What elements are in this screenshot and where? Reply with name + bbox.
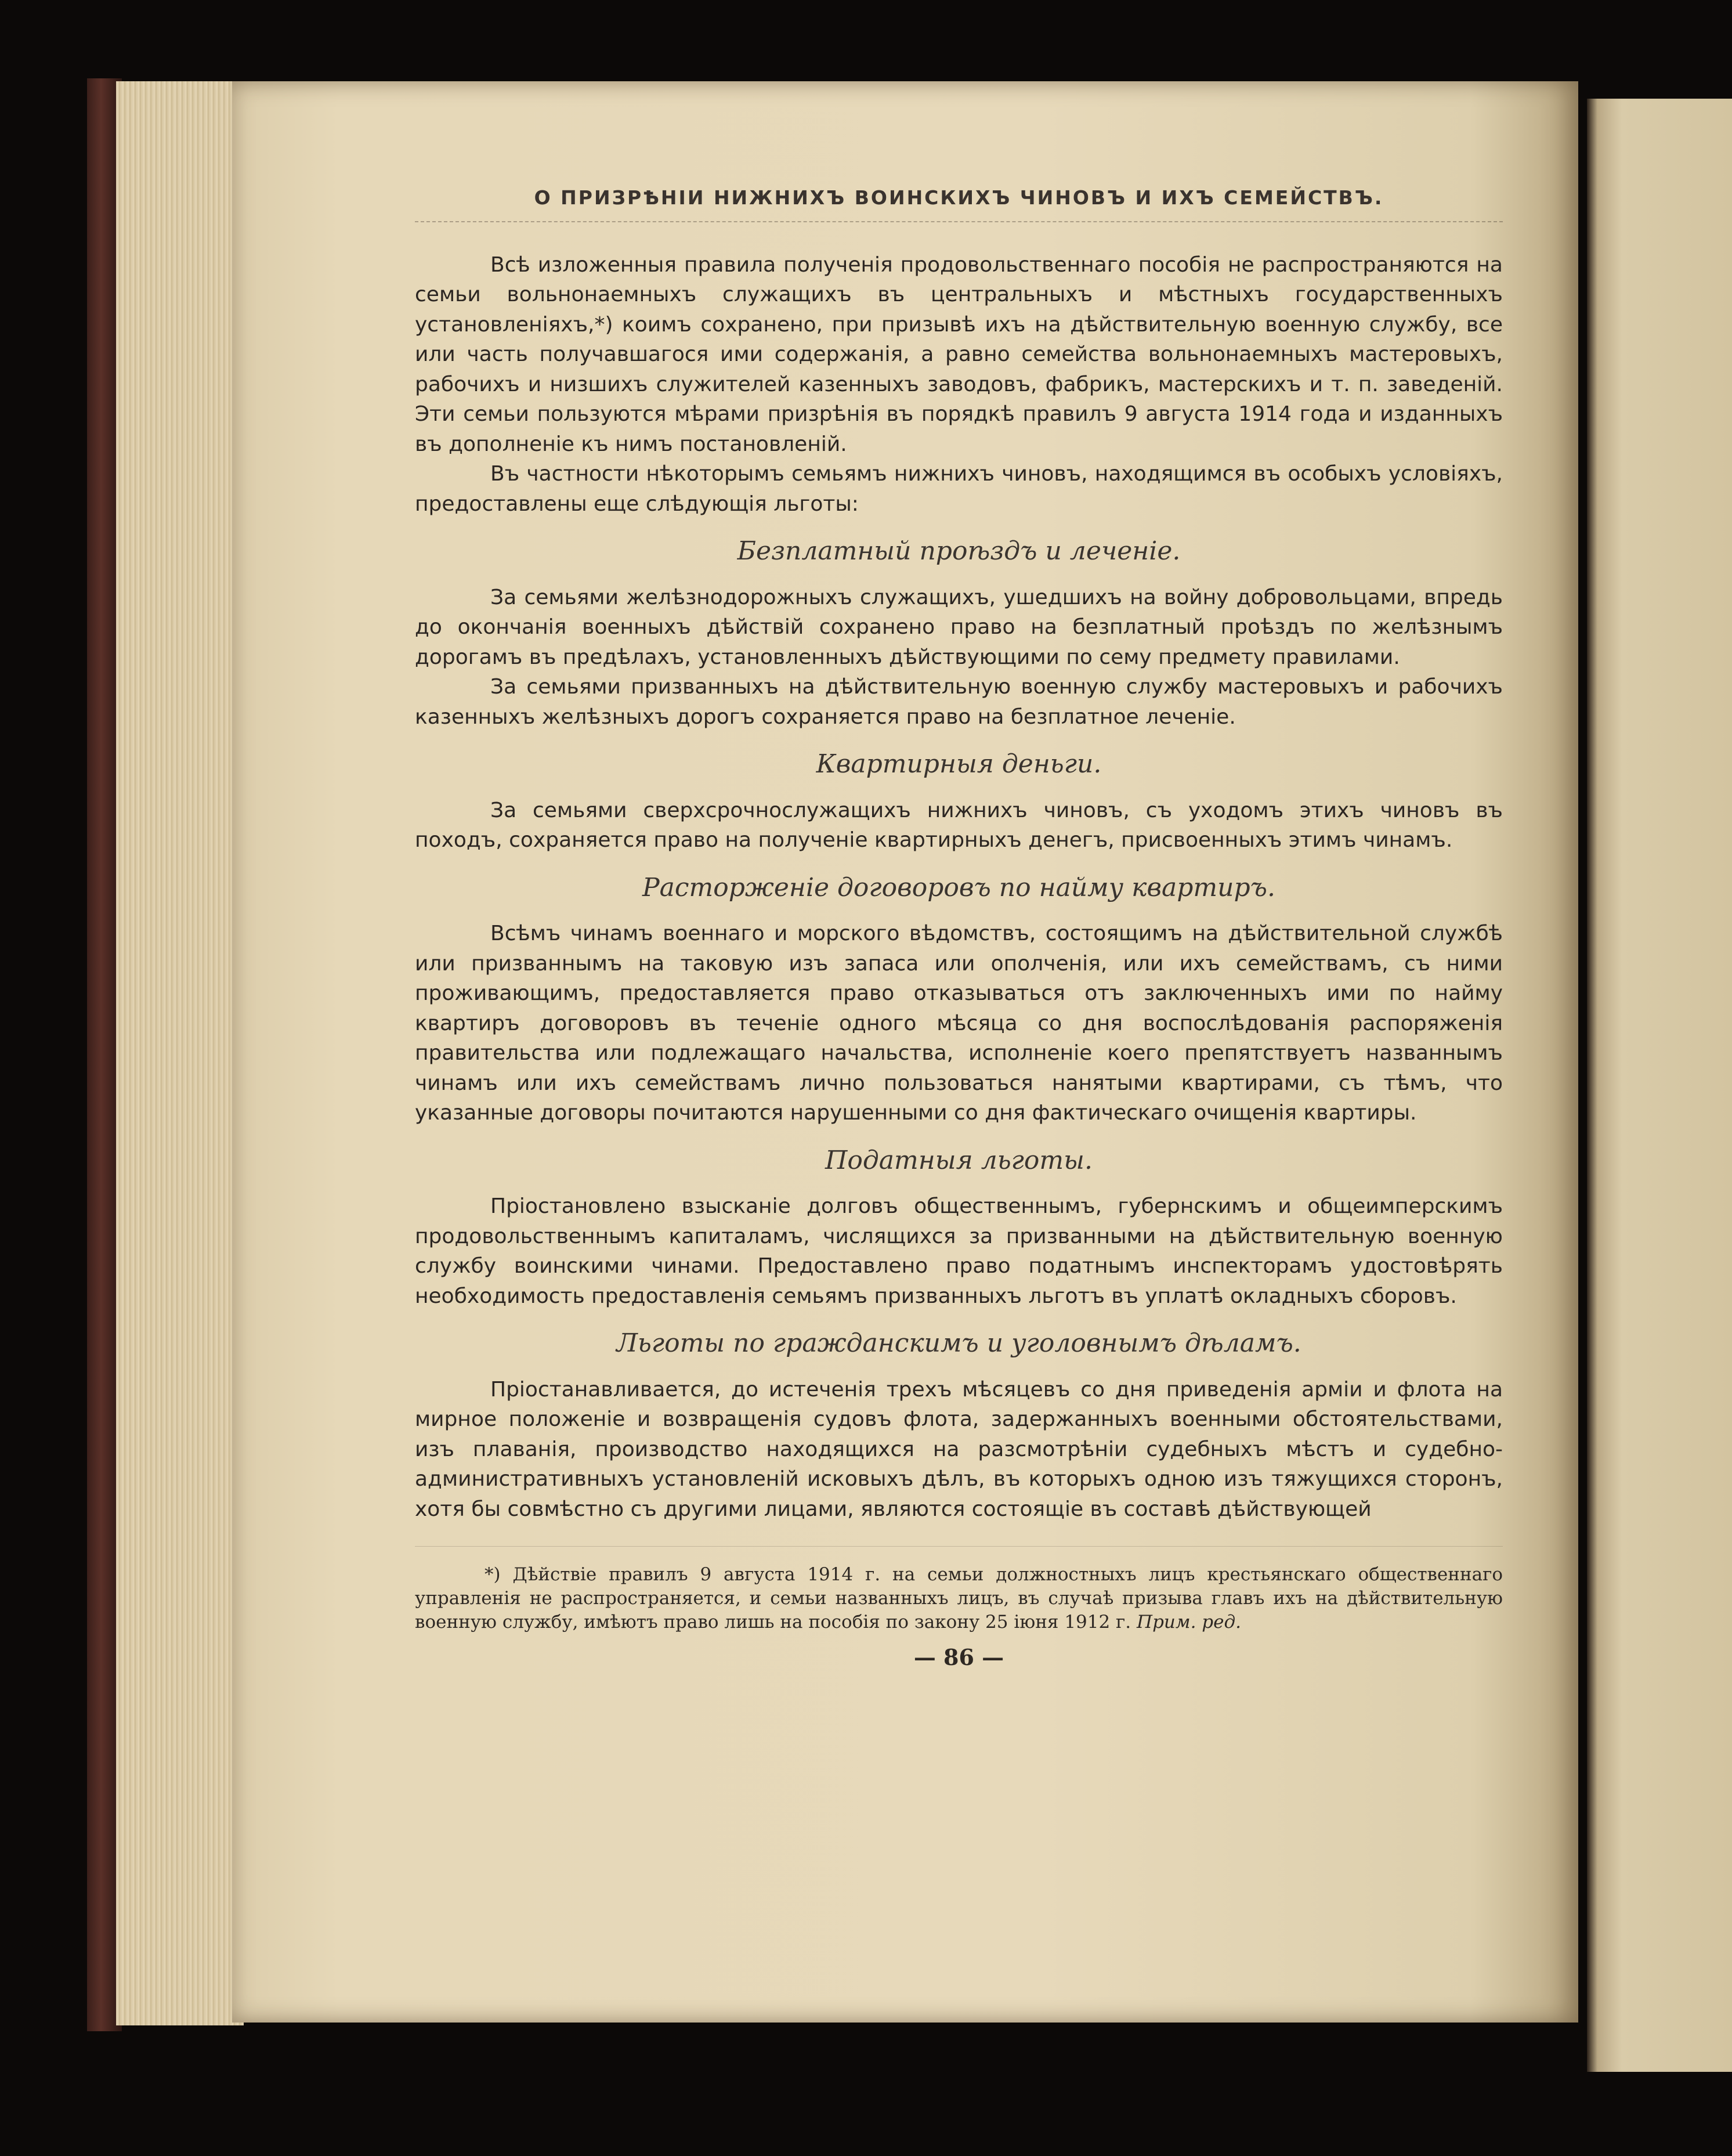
footnote-signature: Прим. ред. bbox=[1137, 1612, 1241, 1633]
paragraph: Пріостанавливается, до истеченія трехъ мѣсяцевъ со дня приведенія арміи и флота на мирное положеніе и возвращенія судовъ флота, задержанныхъ военными обстоятельствами, изъ плаванія, производство находящихся на разсмотрѣніи судебныхъ мѣстъ и судебно-административныхъ установленій исковыхъ дѣлъ, въ которыхъ одною изъ тяжущихся сторонъ, хотя бы совмѣстно съ другими лицами, являются состоящіе въ составѣ дѣйствующей bbox=[415, 1377, 1503, 1521]
section-heading: Расторженіе договоровъ по найму квартиръ. bbox=[642, 872, 1275, 902]
page-stack bbox=[116, 81, 244, 2025]
paragraph: Пріостановлено взысканіе долговъ общественнымъ, губернскимъ и общеимперскимъ продовольственнымъ капиталамъ, числящихся за призванными на дѣйствительную военную службу воинскими чинами. Предоставлено право податнымъ инспекторамъ удостовѣрять необходимость предоставленія семьямъ призванныхъ льготъ въ уплатѣ окладныхъ сборовъ. bbox=[415, 1194, 1503, 1308]
facing-page-edge bbox=[1587, 99, 1732, 2072]
section-heading: Податныя льготы. bbox=[825, 1145, 1093, 1175]
page-number: — 86 — bbox=[913, 1644, 1004, 1670]
paragraph: За семьями призванныхъ на дѣйствительную военную службу мастеровыхъ и рабочихъ казенныхъ желѣзныхъ дорогъ сохраняется право на безплатное леченіе. bbox=[415, 675, 1503, 729]
section-heading: Квартирныя деньги. bbox=[816, 749, 1102, 779]
page-content bbox=[415, 183, 1503, 1673]
footnote-text: *) Дѣйствіе правилъ 9 августа 1914 г. на семьи должностныхъ лицъ крестьянскаго общественнаго управленія не распространяется, и семьи названныхъ лицъ, въ случаѣ призыва главъ ихъ на дѣйствительную военную службу, имѣютъ право лишь на пособія по закону 25 іюня 1912 г. bbox=[415, 1564, 1503, 1633]
paragraph: За семьями желѣзнодорожныхъ служащихъ, ушедшихъ на войну добровольцами, впредь до окончанія военныхъ дѣйствій сохранено право на безплатный проѣздъ по желѣзнымъ дорогамъ въ предѣлахъ, установленныхъ дѣйствующими по сему предмету правилами. bbox=[415, 585, 1503, 669]
running-header: О ПРИЗРѢНІИ НИЖНИХЪ ВОИНСКИХЪ ЧИНОВЪ И ИХЪ СЕМЕЙСТВЪ. bbox=[415, 183, 1503, 222]
paragraph: За семьями сверхсрочнослужащихъ нижнихъ чиновъ, съ уходомъ этихъ чиновъ въ походъ, сохраняется право на полученіе квартирныхъ денегъ, присвоенныхъ этимъ чинамъ. bbox=[415, 798, 1503, 852]
footnote bbox=[415, 1563, 1503, 1634]
section-heading: Льготы по гражданскимъ и уголовнымъ дѣламъ. bbox=[616, 1328, 1301, 1358]
paragraph: Всѣ изложенныя правила полученія продовольственнаго пособія не распространяются на семьи вольнонаемныхъ служащихъ въ центральныхъ и мѣстныхъ государственныхъ установленіяхъ,*) коимъ сохранено, при призывѣ ихъ на дѣйствительную военную службу, все или часть получавшагося ими содержанія, а равно семейства вольнонаемныхъ мастеровыхъ, рабочихъ и низшихъ служителей казенныхъ заводовъ, фабрикъ, мастерскихъ и т. п. заведеній. Эти семьи пользуются мѣрами призрѣнія въ порядкѣ правилъ 9 августа 1914 года и изданныхъ въ дополненіе къ нимъ постановленій. bbox=[415, 252, 1503, 456]
paragraph: Въ частности нѣкоторымъ семьямъ нижнихъ чиновъ, находящимся въ особыхъ условіяхъ, предоставлены еще слѣдующія льготы: bbox=[415, 462, 1503, 516]
footnote-divider bbox=[415, 1546, 1503, 1547]
paragraph: Всѣмъ чинамъ военнаго и морского вѣдомствъ, состоящимъ на дѣйствительной службѣ или призваннымъ на таковую изъ запаса или ополченія, или ихъ семействамъ, съ ними проживающимъ, предоставляется право отказываться отъ заключенныхъ ими по найму квартиръ договоровъ въ теченіе одного мѣсяца со дня воспослѣдованія распоряженія правительства или подлежащаго начальства, исполненіе коего препятствуетъ названнымъ чинамъ или ихъ семействамъ лично пользоваться нанятыми квартирами, съ тѣмъ, что указанные договоры почитаются нарушенными со дня фактическаго очищенія квартиры. bbox=[415, 922, 1503, 1125]
section-heading: Безплатный проѣздъ и леченіе. bbox=[737, 536, 1181, 566]
